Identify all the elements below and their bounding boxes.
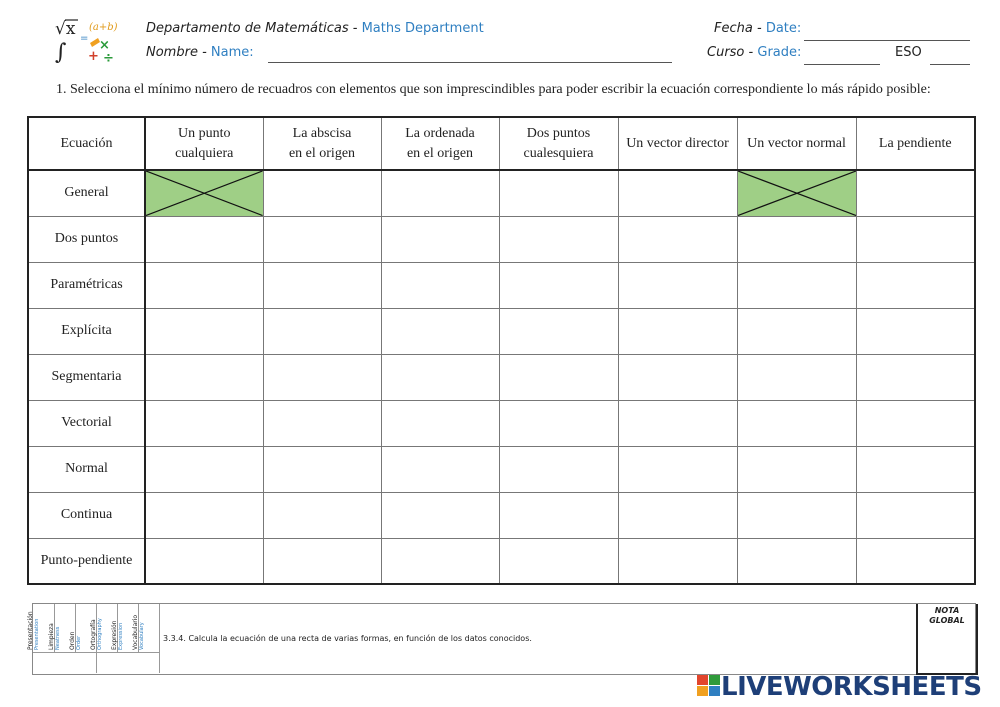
rubric-criterion: Ortografía Orthography bbox=[96, 604, 118, 652]
column-header: Dos puntos cualesquiera bbox=[499, 117, 618, 170]
svg-text:+: + bbox=[88, 49, 99, 64]
name-label: Nombre - Name: bbox=[146, 45, 254, 60]
selectable-cell[interactable] bbox=[381, 262, 499, 308]
row-label: Segmentaria bbox=[28, 354, 145, 400]
selectable-cell[interactable] bbox=[263, 262, 381, 308]
instruction-text: 1. Selecciona el mínimo número de recuadros con elementos que son imprescindibles para poder escribir la ecuación correspondiente lo más rápido posible: bbox=[56, 82, 931, 97]
selectable-cell[interactable] bbox=[499, 400, 618, 446]
row-label: Explícita bbox=[28, 308, 145, 354]
sqrt-x-icon: √x bbox=[55, 19, 76, 39]
selectable-cell[interactable] bbox=[381, 446, 499, 492]
selectable-cell[interactable] bbox=[145, 354, 263, 400]
rubric-criterion: Vocabulario Vocabulary bbox=[138, 604, 160, 652]
date-label: Fecha - Date: bbox=[714, 21, 802, 36]
selectable-cell[interactable] bbox=[856, 446, 975, 492]
rubric-criterion: Presentación Presentation bbox=[33, 604, 55, 652]
selectable-cell[interactable] bbox=[263, 446, 381, 492]
selectable-cell[interactable] bbox=[499, 216, 618, 262]
department-title: Departamento de Matemáticas - Maths Department bbox=[146, 21, 484, 36]
selectable-cell[interactable] bbox=[145, 216, 263, 262]
selectable-cell[interactable] bbox=[737, 538, 856, 584]
selectable-cell[interactable] bbox=[856, 170, 975, 216]
rubric-criterion: Expresión Expression bbox=[117, 604, 139, 652]
cross-mark-icon bbox=[738, 171, 856, 216]
level-label: ESO bbox=[895, 45, 922, 60]
selectable-cell[interactable] bbox=[263, 400, 381, 446]
selectable-cell[interactable] bbox=[618, 492, 737, 538]
row-label: Vectorial bbox=[28, 400, 145, 446]
selectable-cell[interactable] bbox=[499, 262, 618, 308]
svg-text:÷: ÷ bbox=[103, 51, 114, 65]
selectable-cell[interactable] bbox=[737, 216, 856, 262]
selectable-cell[interactable] bbox=[145, 538, 263, 584]
selectable-cell[interactable] bbox=[145, 492, 263, 538]
table-row bbox=[28, 354, 975, 400]
table-row bbox=[28, 262, 975, 308]
level-field[interactable] bbox=[930, 64, 970, 65]
selectable-cell[interactable] bbox=[737, 400, 856, 446]
selectable-cell[interactable] bbox=[618, 262, 737, 308]
selectable-cell[interactable] bbox=[263, 308, 381, 354]
selectable-cell[interactable] bbox=[499, 492, 618, 538]
row-label: Paramétricas bbox=[28, 262, 145, 308]
selectable-cell[interactable] bbox=[856, 354, 975, 400]
selectable-cell[interactable] bbox=[737, 492, 856, 538]
assessment-footer bbox=[27, 603, 976, 675]
selectable-cell[interactable] bbox=[381, 308, 499, 354]
selectable-cell[interactable] bbox=[499, 538, 618, 584]
selectable-cell[interactable] bbox=[263, 538, 381, 584]
selectable-cell[interactable] bbox=[737, 308, 856, 354]
selectable-cell[interactable] bbox=[499, 354, 618, 400]
selectable-cell[interactable] bbox=[499, 170, 618, 216]
table-row bbox=[28, 170, 975, 216]
criterion-text: 3.3.4. Calcula la ecuación de una recta de varias formas, en función de los datos conocidos. bbox=[163, 634, 532, 643]
row-label: Normal bbox=[28, 446, 145, 492]
selectable-cell[interactable] bbox=[737, 262, 856, 308]
selectable-cell[interactable] bbox=[856, 492, 975, 538]
table-row bbox=[28, 308, 975, 354]
selectable-cell[interactable] bbox=[856, 400, 975, 446]
selectable-cell[interactable] bbox=[381, 170, 499, 216]
row-label: Dos puntos bbox=[28, 216, 145, 262]
selectable-cell[interactable] bbox=[499, 308, 618, 354]
column-header: Un vector normal bbox=[737, 117, 856, 170]
row-label: General bbox=[28, 170, 145, 216]
liveworksheets-icon bbox=[697, 675, 721, 697]
selected-cell[interactable] bbox=[737, 170, 856, 216]
selectable-cell[interactable] bbox=[263, 354, 381, 400]
selectable-cell[interactable] bbox=[381, 538, 499, 584]
equation-table bbox=[27, 116, 976, 585]
selectable-cell[interactable] bbox=[737, 446, 856, 492]
selectable-cell[interactable] bbox=[499, 446, 618, 492]
selectable-cell[interactable] bbox=[856, 216, 975, 262]
logo-text: (a+b) bbox=[89, 22, 118, 33]
selectable-cell[interactable] bbox=[856, 262, 975, 308]
global-label: GLOBAL bbox=[929, 616, 965, 625]
selectable-cell[interactable] bbox=[263, 170, 381, 216]
column-header: La pendiente bbox=[856, 117, 975, 170]
selectable-cell[interactable] bbox=[381, 400, 499, 446]
selectable-cell[interactable] bbox=[145, 262, 263, 308]
selectable-cell[interactable] bbox=[737, 354, 856, 400]
selectable-cell[interactable] bbox=[618, 400, 737, 446]
table-row bbox=[28, 216, 975, 262]
table-row bbox=[28, 492, 975, 538]
selectable-cell[interactable] bbox=[856, 308, 975, 354]
selectable-cell[interactable] bbox=[618, 354, 737, 400]
rubric-criterion: Limpieza Neatness bbox=[54, 604, 76, 652]
selectable-cell[interactable] bbox=[145, 400, 263, 446]
svg-text:=: = bbox=[80, 33, 89, 44]
selectable-cell[interactable] bbox=[618, 216, 737, 262]
department-es: Departamento de Matemáticas bbox=[146, 21, 349, 36]
selectable-cell[interactable] bbox=[381, 216, 499, 262]
selectable-cell[interactable] bbox=[618, 446, 737, 492]
column-header: Un punto cualquiera bbox=[145, 117, 263, 170]
header-ecuacion: Ecuación bbox=[28, 117, 145, 170]
column-header: La ordenada en el origen bbox=[381, 117, 499, 170]
table-row bbox=[28, 538, 975, 584]
integral-icon: ∫ bbox=[55, 40, 67, 65]
selectable-cell[interactable] bbox=[856, 538, 975, 584]
selected-cell[interactable] bbox=[145, 170, 263, 216]
table-row bbox=[28, 400, 975, 446]
row-label: Continua bbox=[28, 492, 145, 538]
selectable-cell[interactable] bbox=[618, 308, 737, 354]
column-header: La abscisa en el origen bbox=[263, 117, 381, 170]
rubric-criterion: Orden Order bbox=[75, 604, 97, 652]
selectable-cell[interactable] bbox=[145, 308, 263, 354]
table-row bbox=[28, 446, 975, 492]
date-field[interactable] bbox=[804, 40, 970, 41]
selectable-cell[interactable] bbox=[618, 170, 737, 216]
selectable-cell[interactable] bbox=[381, 492, 499, 538]
selectable-cell[interactable] bbox=[618, 538, 737, 584]
selectable-cell[interactable] bbox=[263, 216, 381, 262]
row-label: Punto-pendiente bbox=[28, 538, 145, 584]
selectable-cell[interactable] bbox=[263, 492, 381, 538]
svg-text:×: × bbox=[99, 38, 110, 53]
cross-mark-icon bbox=[146, 171, 263, 216]
nota-label: NOTA bbox=[934, 606, 960, 615]
global-grade-box[interactable] bbox=[916, 604, 978, 675]
selectable-cell[interactable] bbox=[145, 446, 263, 492]
department-en: Maths Department bbox=[361, 21, 484, 36]
math-logo bbox=[52, 17, 124, 65]
liveworksheets-logo: LIVEWORKSHEETS bbox=[697, 672, 982, 702]
name-field[interactable] bbox=[268, 62, 672, 63]
column-header: Un vector director bbox=[618, 117, 737, 170]
selectable-cell[interactable] bbox=[381, 354, 499, 400]
grade-label: Curso - Grade: bbox=[707, 45, 802, 60]
grade-field[interactable] bbox=[804, 64, 880, 65]
